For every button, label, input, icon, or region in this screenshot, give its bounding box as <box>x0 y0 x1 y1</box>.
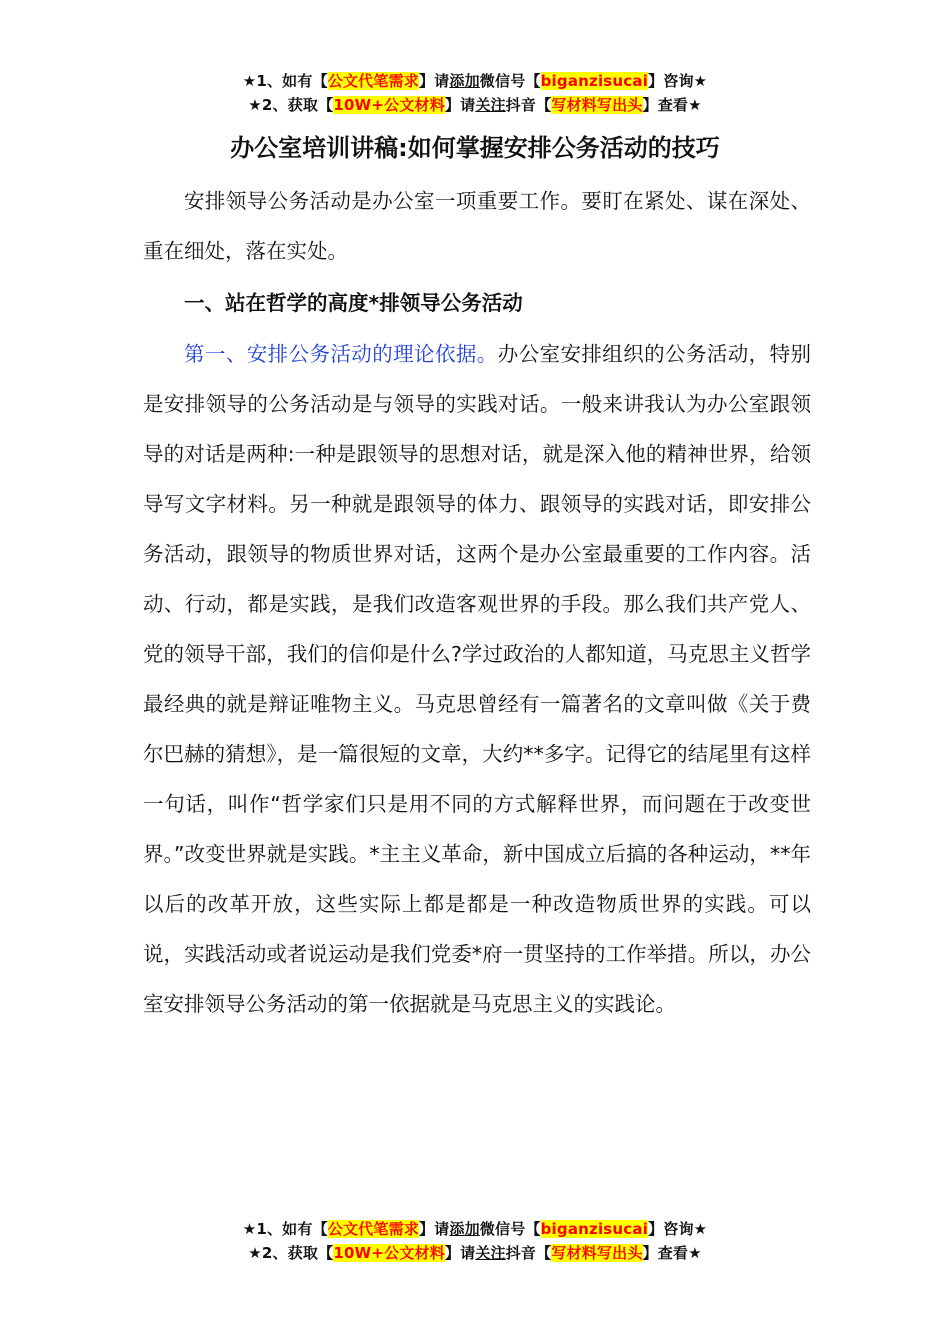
banner-line-1 <box>0 69 950 93</box>
banner-highlight-douyin-id: 写材料写出头 <box>551 96 643 114</box>
banner-line-2-mid: 】请 <box>444 96 476 114</box>
footer-line-1-mid: 】请 <box>418 1220 450 1238</box>
banner-line-2 <box>0 93 950 117</box>
footer-banner-line-1 <box>0 1217 950 1241</box>
document-body <box>143 176 811 1029</box>
footer-line-2-mid2: 抖音【 <box>505 1244 552 1262</box>
footer-highlight-wechat-id: biganzisucai <box>540 1220 649 1238</box>
footer-underlined-follow: 关注 <box>475 1244 506 1262</box>
footer-highlight-douyin-id: 写材料写出头 <box>551 1244 643 1262</box>
banner-underlined-add: 添加 <box>449 72 480 90</box>
footer-line-2-mid: 】请 <box>444 1244 476 1262</box>
banner-line-2-suffix: 】查看★ <box>642 96 702 114</box>
body-paragraph <box>143 329 811 1029</box>
footer-line-1-mid2: 微信号【 <box>479 1220 541 1238</box>
footer-banner <box>0 1217 950 1265</box>
banner-line-1-mid2: 微信号【 <box>479 72 541 90</box>
footer-line-2-suffix: 】查看★ <box>642 1244 702 1262</box>
banner-highlight-materials: 10W+公文材料 <box>333 96 445 114</box>
footer-line-2-prefix: ★2、获取【 <box>248 1244 334 1262</box>
footer-highlight-service: 公文代笔需求 <box>327 1220 419 1238</box>
banner-line-1-prefix: ★1、如有【 <box>242 72 328 90</box>
banner-line-2-mid2: 抖音【 <box>505 96 552 114</box>
footer-line-1-suffix: 】咨询★ <box>648 1220 708 1238</box>
footer-banner-line-2 <box>0 1241 950 1265</box>
banner-line-1-mid: 】请 <box>418 72 450 90</box>
header-banner <box>0 69 950 117</box>
paragraph-lead-sentence: 第一、安排公务活动的理论依据。 <box>184 342 498 366</box>
footer-line-1-prefix: ★1、如有【 <box>242 1220 328 1238</box>
banner-line-1-suffix: 】咨询★ <box>648 72 708 90</box>
banner-highlight-wechat-id: biganzisucai <box>540 72 649 90</box>
banner-line-2-prefix: ★2、获取【 <box>248 96 334 114</box>
footer-underlined-add: 添加 <box>449 1220 480 1238</box>
banner-underlined-follow: 关注 <box>475 96 506 114</box>
footer-highlight-materials: 10W+公文材料 <box>333 1244 445 1262</box>
document-title: 办公室培训讲稿:如何掌握安排公务活动的技巧 <box>230 134 720 162</box>
banner-highlight-service: 公文代笔需求 <box>327 72 419 90</box>
intro-paragraph: 安排领导公务活动是办公室一项重要工作。要盯在紧处、谋在深处、重在细处，落在实处。 <box>143 189 811 263</box>
paragraph-body-text: 办公室安排组织的公务活动，特别是安排领导的公务活动是与领导的实践对话。一般来讲我认为办公室跟领导的对话是两种:一种是跟领导的思想对话，就是深入他的精神世界，给领导写文字材料。另一种就是跟领导的体力、跟领导的实践对话，即安排公务活动，跟领导的物质世界对话，这两个是办公室最重要的工作内容。活动、行动，都是实践，是我们改造客观世界的手段。那么我们共产党人、党的领导干部，我们的信仰是什么?学过政治的人都知道，马克思主义哲学最经典的就是辩证唯物主义。马克思曾经有一篇著名的文章叫做《关于费尔巴赫的猜想》，是一篇很短的文章，大约**多字。记得它的结尾里有这样一句话，叫作“哲学家们只是用不同的方式解释世界，而问题在于改变世界。”改变世界就是实践。*主主义革命，新中国成立后搞的各种运动，**年以后的改革开放，这些实际上都是都是一种改造物质世界的实践。可以说，实践活动或者说运动是我们党委*府一贯坚持的工作举措。所以，办公室安排领导公务活动的第一依据就是马克思主义的实践论。 <box>143 342 812 1016</box>
section-heading: 一、站在哲学的高度*排领导公务活动 <box>184 291 523 315</box>
